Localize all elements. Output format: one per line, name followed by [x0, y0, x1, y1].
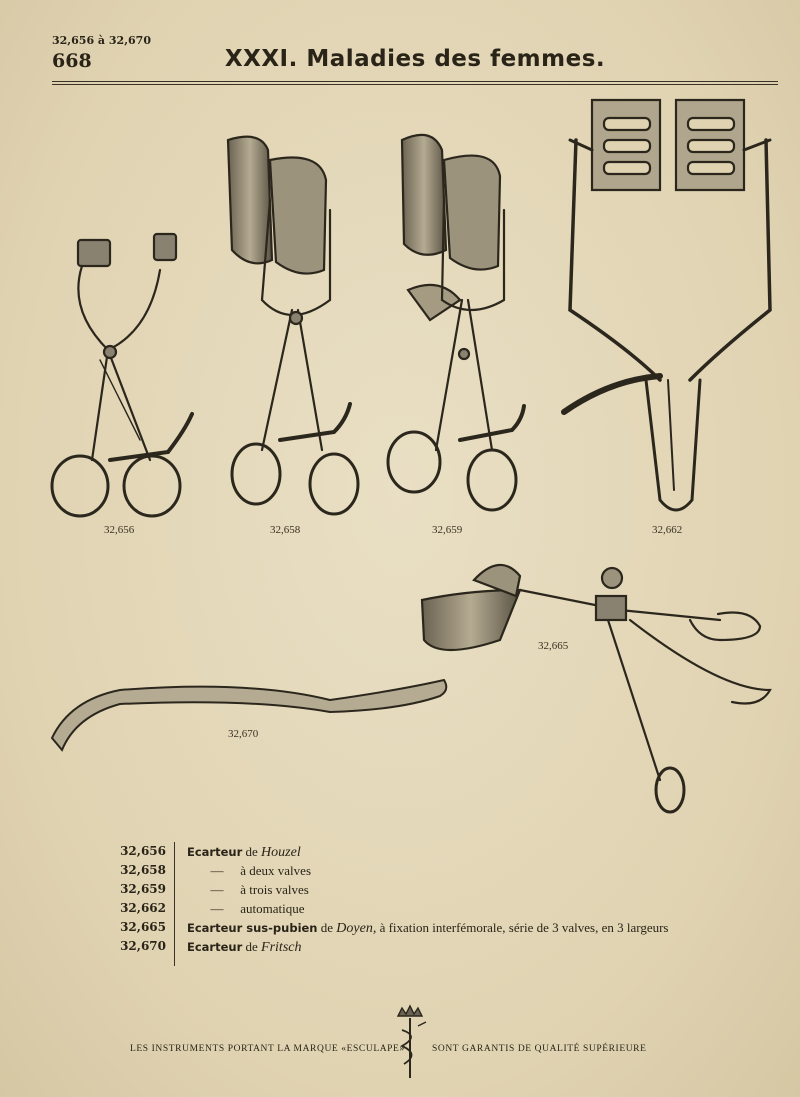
retractor-automatic-illustration [564, 100, 770, 510]
figure-label: 32,658 [270, 524, 301, 536]
footer-text-right: SONT GARANTIS DE QUALITÉ SUPÉRIEURE [432, 1044, 647, 1054]
legend-divider [174, 842, 175, 966]
figure-label: 32,665 [538, 640, 569, 652]
catalog-page: 32,656 à 32,670 668 XXXI. Maladies des femmes. 32,656 32,658 32,659 32,662 32,665 32,670 32,656 Ecarteur de Houzel 32,658 — à deux valves 32,659 — à trois valves 32,662 — automatique 32,665 Ecarteur sus-pubien de Doyen, à fixation interfémorale, série de 3 valves, en 3 largeurs 32,670 Ecarteur de Fritsch LES INSTRUMENTS PORTANT LA MARQUE «ESCULAPE» SONT GARANTIS DE QUALITÉ SUPÉRIEURE [0, 0, 800, 1097]
retractor-three-valves-illustration [388, 135, 524, 510]
figure-label: 32,662 [652, 524, 683, 536]
figure-label: 32,670 [228, 728, 259, 740]
figure-label: 32,656 [104, 524, 135, 536]
page-number: 668 [52, 50, 92, 72]
retractor-houzel-illustration [52, 234, 192, 516]
esculape-emblem [398, 1006, 426, 1078]
item-range: 32,656 à 32,670 [52, 34, 151, 47]
figure-label: 32,659 [432, 524, 463, 536]
retractor-two-valves-illustration [228, 137, 358, 514]
page-title: XXXI. Maladies des femmes. [224, 46, 606, 72]
retractor-doyen-illustration [422, 565, 770, 812]
footer-text-left: LES INSTRUMENTS PORTANT LA MARQUE «ESCULAPE» [130, 1044, 405, 1054]
